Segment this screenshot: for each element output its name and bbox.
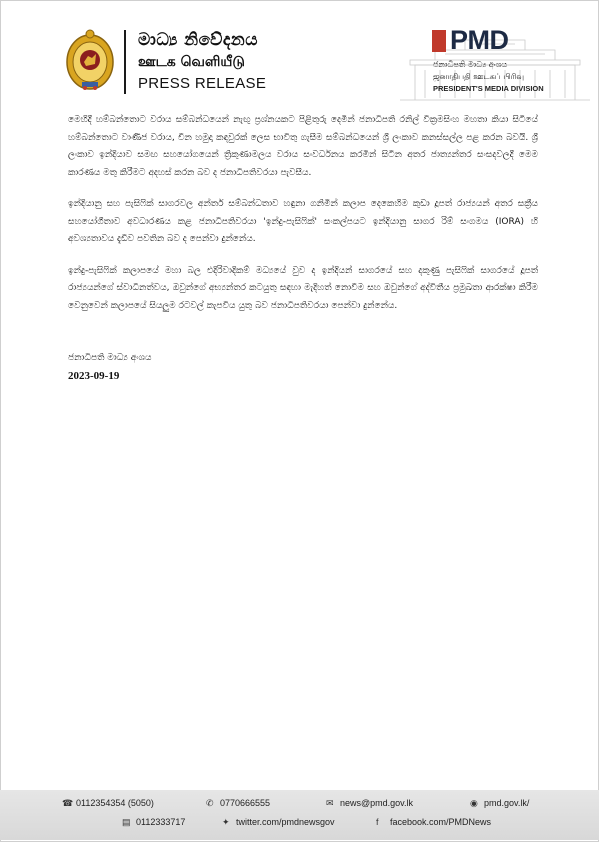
- fax-text: 0112333717: [136, 817, 186, 827]
- fax-icon: ▤: [122, 817, 131, 827]
- pmd-logo-mark: [432, 30, 446, 52]
- paragraph-3: ඉන්දු-පැසිෆික් කලාපයේ මහා බල එදිරිවාදිකම් මධ්‍යයේ වුව ද ඉන්දියන් සාගරයේ සහ දකුණු පැසිෆික් සාගරයේ දූපත් රාජ්‍යයන්ගේ ස්වාධීනත්වය, ඔවුන්ගේ අභ්‍යන්තර කටයුතු සඳහා මැදිහත් නොවීම සහ ඔවුන්ගේ අද්විතීය ප්‍රමුඛතා ආරක්ෂා කිරීම වෙනුවෙන් කලාපයේ සියලුම රටවල් කැපවිය යුතු බව ජනාධිපතිවරයා පෙන්වා දුන්නේය.: [68, 265, 538, 311]
- mobile-text: 0770666555: [220, 798, 271, 808]
- title-english: PRESS RELEASE: [138, 75, 267, 92]
- facebook-icon: f: [376, 817, 379, 827]
- header-divider: [124, 30, 126, 94]
- title-sinhala: මාධ්‍ය නිවේදනය: [138, 30, 258, 50]
- division-sinhala: ජනාධිපති මාධ්‍ය අංශය: [433, 60, 508, 69]
- globe-icon: ◉: [470, 798, 478, 808]
- paragraph-1: මෙහිදී හම්බන්තොට වරාය සම්බන්ධයෙන් නැඟු ප්‍රශ්නයකට පිළිතුරු දෙමින් ජනාධිපති රනිල් වික්‍රමසිංහ මහතා කියා සිටියේ හම්බන්තොට වාණිජ වරාය, චීන හමුදා කඳවුරක් ලෙස භාවිතු ගැසීම සම්බන්ධයෙන් ශ්‍රී ලංකාව කනස්සල්ල පළ කරන බවයි. ශ්‍රී ලංකාව ඉන්දියාව සමඟ සහයෝගයෙන් ත්‍රිකුණාමලය වරාය සංවර්ධනය කරමින් සිටින අතර ජාත්‍යන්තර සංසදවලදී මෙම කාරණය මතු කිරීමට අදහස් කරන බව ද ජනාධිපතිවරයා පැවසීය.: [68, 115, 538, 178]
- title-tamil: ஊடக வெளியீடு: [138, 54, 245, 70]
- sri-lanka-emblem-icon: [64, 26, 116, 94]
- footer-facebook[interactable]: [376, 817, 491, 827]
- twitter-text[interactable]: twitter.com/pmdnewsgov: [236, 817, 335, 827]
- email-text[interactable]: news@pmd.gov.lk: [340, 798, 413, 808]
- phone-text: 0112354354 (5050): [76, 798, 154, 808]
- footer-twitter[interactable]: [222, 817, 335, 828]
- mobile-icon: ✆: [206, 798, 214, 808]
- footer-mobile: [206, 798, 270, 809]
- phone-icon: ☎: [62, 798, 74, 808]
- footer-fax: [122, 817, 185, 828]
- footer: [0, 790, 599, 840]
- footer-email[interactable]: [326, 798, 413, 809]
- press-release-body: [68, 112, 538, 329]
- email-icon: ✉: [326, 798, 334, 808]
- division-english: PRESIDENT'S MEDIA DIVISION: [433, 84, 544, 93]
- website-text[interactable]: pmd.gov.lk/: [484, 798, 530, 808]
- footer-website[interactable]: [470, 798, 529, 809]
- twitter-icon: ✦: [222, 817, 230, 827]
- footer-phone: [62, 798, 154, 809]
- paragraph-2: ඉන්දියානු සහ පැසිෆික් සාගරවල අන්තර් සම්බන්ධතාව හඳුනා ගනිමින් කලාප දෙකෙහිම කුඩා දූපත් රාජ්‍යයන් අතර සක්‍රීය සහයෝගීතාව අවධාරණය කළ ජනාධිපතිවරයා 'ඉන්දු-පැසිෆික්' සංකල්පයට ඉන්දියානු සාගර රිම් සංගමය (IORA) හි අවශ්‍යතාවය දැඩිව පවතින බව ද පෙන්වා දුන්නේය.: [68, 199, 538, 244]
- division-tamil: ஜனாதிபதி ஊடகப் பிரிவு: [433, 72, 524, 81]
- pmd-logo-text: PMD: [450, 25, 509, 55]
- facebook-text[interactable]: facebook.com/PMDNews: [390, 817, 492, 827]
- signature: ජනාධිපති මාධ්‍ය අංශය: [68, 353, 152, 363]
- release-date: 2023-09-19: [68, 370, 120, 382]
